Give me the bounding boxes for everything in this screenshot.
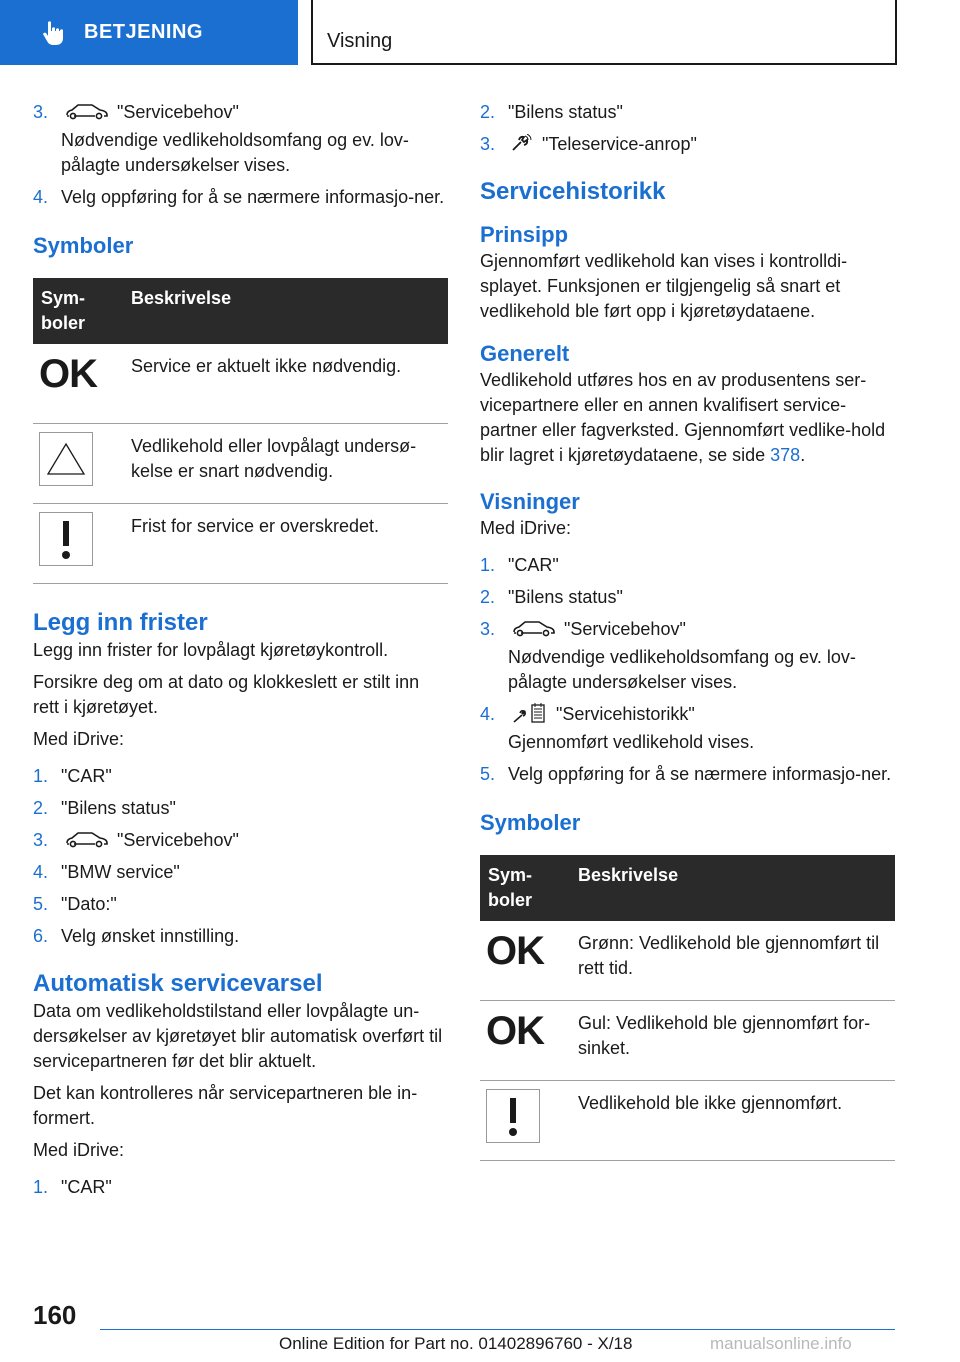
- footer-divider: [100, 1329, 895, 1330]
- list-number: 6.: [33, 926, 49, 946]
- list-item: [33, 185, 448, 210]
- list-number: 1.: [33, 1177, 49, 1197]
- list-number: 1.: [33, 766, 49, 786]
- table-row: [33, 344, 448, 424]
- list-text: "Bilens status": [508, 102, 623, 122]
- list-item: [33, 860, 448, 885]
- list-text: Velg oppføring for å se nærmere informasjo-ner.: [508, 764, 892, 784]
- symbols-table: [33, 278, 448, 584]
- list-number: 3.: [33, 830, 49, 850]
- list-text: "Teleservice-anrop": [542, 134, 697, 154]
- paragraph-text: Vedlikehold utføres hos en av produsentens ser-vicepartnere eller en annen kvalifisert service-partner eller fagverksted. Gjennomført vedlike-hold blir lagret i kjøretøydataene, se side: [480, 370, 886, 465]
- exclamation-icon: [486, 1089, 540, 1143]
- deadline-heading: Legg inn frister: [33, 609, 208, 636]
- table-header-description: Beskrivelse: [123, 278, 448, 344]
- paragraph: Det kan kontrolleres når servicepartneren ble in-formert.: [33, 1083, 418, 1128]
- table-cell: Frist for service er overskredet.: [123, 504, 448, 584]
- table-row: [480, 921, 895, 1001]
- list-text: "Bilens status": [61, 798, 176, 818]
- table-cell: Gul: Vedlikehold ble gjennomført for-sinket.: [570, 1001, 895, 1081]
- paragraph: Forsikre deg om at dato og klokkeslett er stilt inn rett i kjøretøyet.: [33, 672, 420, 717]
- service-history-heading: Servicehistorikk: [480, 178, 666, 205]
- list-item: [480, 617, 895, 695]
- list-item: [480, 132, 895, 157]
- left-column: [33, 100, 448, 1207]
- page-title: Visning: [327, 30, 393, 52]
- section-tab[interactable]: [0, 0, 298, 65]
- table-row: [480, 1081, 895, 1161]
- list-text: Velg ønsket innstilling.: [61, 926, 240, 946]
- list-text: "BMW service": [61, 862, 180, 882]
- list-text: "CAR": [508, 555, 559, 575]
- list-item: [33, 828, 448, 853]
- ok-symbol: OK: [486, 1009, 544, 1053]
- list-number: 1.: [480, 555, 496, 575]
- watermark: manualsonline.info: [710, 1334, 852, 1353]
- list-item: [480, 553, 895, 578]
- list-text: "CAR": [61, 1177, 112, 1197]
- service-history-icon: [512, 702, 548, 724]
- list-text: "Servicehistorikk": [556, 704, 695, 724]
- list-number: 5.: [480, 764, 496, 784]
- table-cell: Grønn: Vedlikehold ble gjennomført til rett tid.: [570, 921, 895, 1001]
- teleservice-wrench-icon: [510, 134, 532, 152]
- paragraph: Med iDrive:: [480, 518, 572, 538]
- list-number: 2.: [480, 102, 496, 122]
- table-cell: Vedlikehold ble ikke gjennomført.: [570, 1081, 895, 1161]
- list-text: "Bilens status": [508, 587, 623, 607]
- exclamation-icon: [39, 512, 93, 566]
- list-item: [33, 796, 448, 821]
- auto-service-heading: Automatisk servicevarsel: [33, 970, 323, 997]
- list-item: [480, 702, 895, 755]
- car-service-icon: [65, 830, 109, 848]
- views-heading: Visninger: [480, 489, 580, 514]
- page-title-box: [311, 0, 897, 65]
- car-service-icon: [512, 619, 556, 637]
- paragraph-end: .: [800, 445, 806, 465]
- list-number: 3.: [480, 619, 496, 639]
- page-number: 160: [33, 1300, 77, 1330]
- list-number: 2.: [33, 798, 49, 818]
- list-number: 3.: [480, 134, 496, 154]
- paragraph: Gjennomført vedlikehold kan vises i kontrolldi-splayet. Funksjonen er tilgjengelig så snart et vedlikehold ble ført opp i kjøretøydataene.: [480, 251, 848, 321]
- paragraph: Legg inn frister for lovpålagt kjøretøykontroll.: [33, 640, 389, 660]
- table-header-symbols: Sym-boler: [480, 855, 570, 921]
- paragraph: Data om vedlikeholdstilstand eller lovpålagte un-dersøkelser av kjøretøyet blir automatisk overført til servicepartneren før det blir aktuelt.: [33, 1001, 443, 1071]
- list-text: "Servicebehov": [564, 619, 686, 639]
- page-link[interactable]: 378: [770, 445, 801, 465]
- ok-symbol: OK: [39, 352, 97, 396]
- edition-text: Online Edition for Part no. 01402896760 - X/18: [279, 1334, 633, 1353]
- table-cell: Service er aktuelt ikke nødvendig.: [123, 344, 448, 424]
- list-subtext: Gjennomført vedlikehold vises.: [508, 732, 755, 752]
- list-text: "Dato:": [61, 894, 117, 914]
- list-item: [480, 100, 895, 125]
- principle-heading: Prinsipp: [480, 222, 569, 247]
- paragraph: [480, 368, 895, 468]
- list-text: Velg oppføring for å se nærmere informasjo-ner.: [61, 187, 445, 207]
- list-number: 4.: [33, 862, 49, 882]
- list-text: "Servicebehov": [117, 102, 239, 122]
- general-heading: Generelt: [480, 341, 570, 366]
- list-number: 4.: [33, 187, 49, 207]
- table-header-description: Beskrivelse: [570, 855, 895, 921]
- table-row: [33, 424, 448, 504]
- right-column: [480, 100, 895, 1161]
- list-subtext: Nødvendige vedlikeholdsomfang og ev. lov-pålagte undersøkelser vises.: [508, 647, 856, 692]
- list-item: [33, 924, 448, 949]
- list-number: 3.: [33, 102, 49, 122]
- list-text: "CAR": [61, 766, 112, 786]
- list-item: [480, 585, 895, 610]
- list-item: [480, 762, 895, 787]
- list-item: [33, 1175, 448, 1200]
- hand-touch-icon: [38, 19, 66, 47]
- list-subtext: Nødvendige vedlikeholdsomfang og ev. lov-pålagte undersøkelser vises.: [61, 130, 409, 175]
- list-item: [33, 764, 448, 789]
- ok-symbol: OK: [486, 929, 544, 973]
- table-header-symbols: Sym-boler: [33, 278, 123, 344]
- list-number: 2.: [480, 587, 496, 607]
- car-service-icon: [65, 102, 109, 120]
- paragraph: Med iDrive:: [33, 1140, 125, 1160]
- symbols-heading: Symboler: [480, 810, 581, 835]
- list-text: "Servicebehov": [117, 830, 239, 850]
- list-number: 4.: [480, 704, 496, 724]
- list-number: 5.: [33, 894, 49, 914]
- table-cell: Vedlikehold eller lovpålagt undersø-kelse er snart nødvendig.: [123, 424, 448, 504]
- paragraph: Med iDrive:: [33, 729, 125, 749]
- section-label: BETJENING: [84, 21, 203, 43]
- symbols-table: [480, 855, 895, 1161]
- symbols-heading: Symboler: [33, 233, 134, 258]
- list-item: [33, 892, 448, 917]
- warning-triangle-icon: [39, 432, 93, 486]
- table-row: [480, 1001, 895, 1081]
- list-item: [33, 100, 448, 178]
- table-row: [33, 504, 448, 584]
